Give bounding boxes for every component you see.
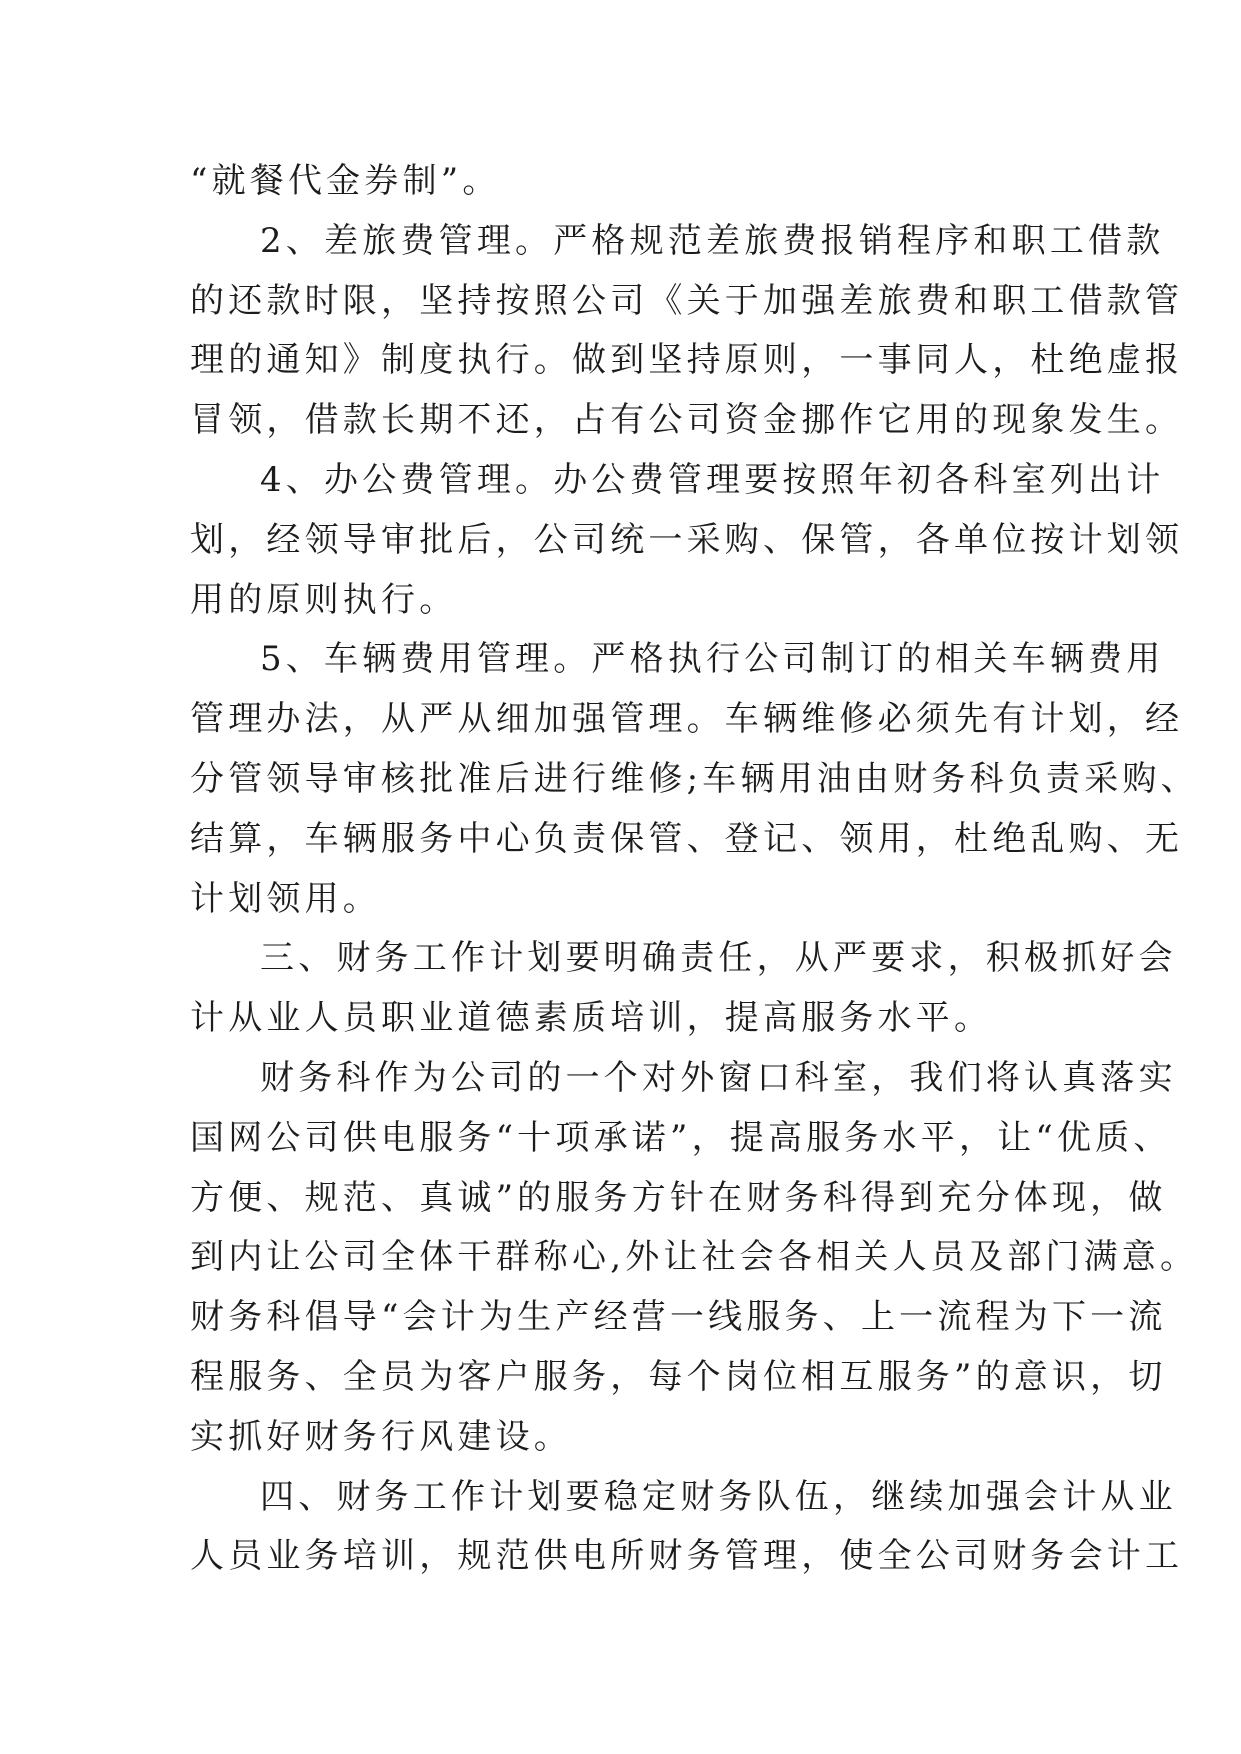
text-line: 理的通知》制度执行。做到坚持原则，一事同人，杜绝虚报 — [190, 340, 1184, 381]
text-line: 结算，车辆服务中心负责保管、登记、领用，杜绝乱购、无 — [190, 818, 1184, 859]
document-body — [190, 152, 1199, 1587]
text-line: 的还款时限，坚持按照公司《关于加强差旅费和职工借款管 — [190, 280, 1184, 321]
text-line: 财务科倡导“会计为生产经营一线服务、上一流程为下一流 — [190, 1297, 1167, 1338]
text-line: 方便、规范、真诚”的服务方针在财务科得到充分体现，做 — [190, 1177, 1167, 1218]
text-line: 计划领用。 — [190, 878, 381, 919]
text-line: 分管领导审核批准后进行维修;车辆用油由财务科负责采购、 — [190, 758, 1199, 799]
text-line: 人员业务培训，规范供电所财务管理，使全公司财务会计工 — [190, 1536, 1184, 1577]
text-line: 国网公司供电服务“十项承诺”，提高服务水平，让“优质、 — [190, 1117, 1172, 1158]
text-line: 四、财务工作计划要稳定财务队伍，继续加强会计从业 — [260, 1476, 1177, 1517]
text-line: 三、财务工作计划要明确责任，从严要求，积极抓好会 — [260, 938, 1177, 979]
text-line: 管理办法，从严从细加强管理。车辆维修必须先有计划，经 — [190, 699, 1184, 740]
text-line: 计从业人员职业道德素质培训，提高服务水平。 — [190, 998, 993, 1039]
text-line: 到内让公司全体干群称心,外让社会各相关人员及部门满意。 — [190, 1237, 1199, 1278]
text-line: 2、差旅费管理。严格规范差旅费报销程序和职工借款 — [260, 220, 1165, 261]
text-line: 5、车辆费用管理。严格执行公司制订的相关车辆费用 — [260, 639, 1165, 680]
text-line: 4、办公费管理。办公费管理要按照年初各科室列出计 — [260, 459, 1165, 500]
text-line: “就餐代金券制”。 — [190, 161, 501, 201]
text-line: 划，经领导审批后，公司统一采购、保管，各单位按计划领 — [190, 519, 1184, 560]
text-line: 财务科作为公司的一个对外窗口科室，我们将认真落实 — [260, 1057, 1177, 1098]
text-line: 冒领，借款长期不还，占有公司资金挪作它用的现象发生。 — [190, 400, 1184, 441]
text-line: 实抓好财务行风建设。 — [190, 1416, 572, 1457]
text-line: 用的原则执行。 — [190, 579, 458, 620]
text-line: 程服务、全员为客户服务，每个岗位相互服务”的意识，切 — [190, 1356, 1167, 1397]
